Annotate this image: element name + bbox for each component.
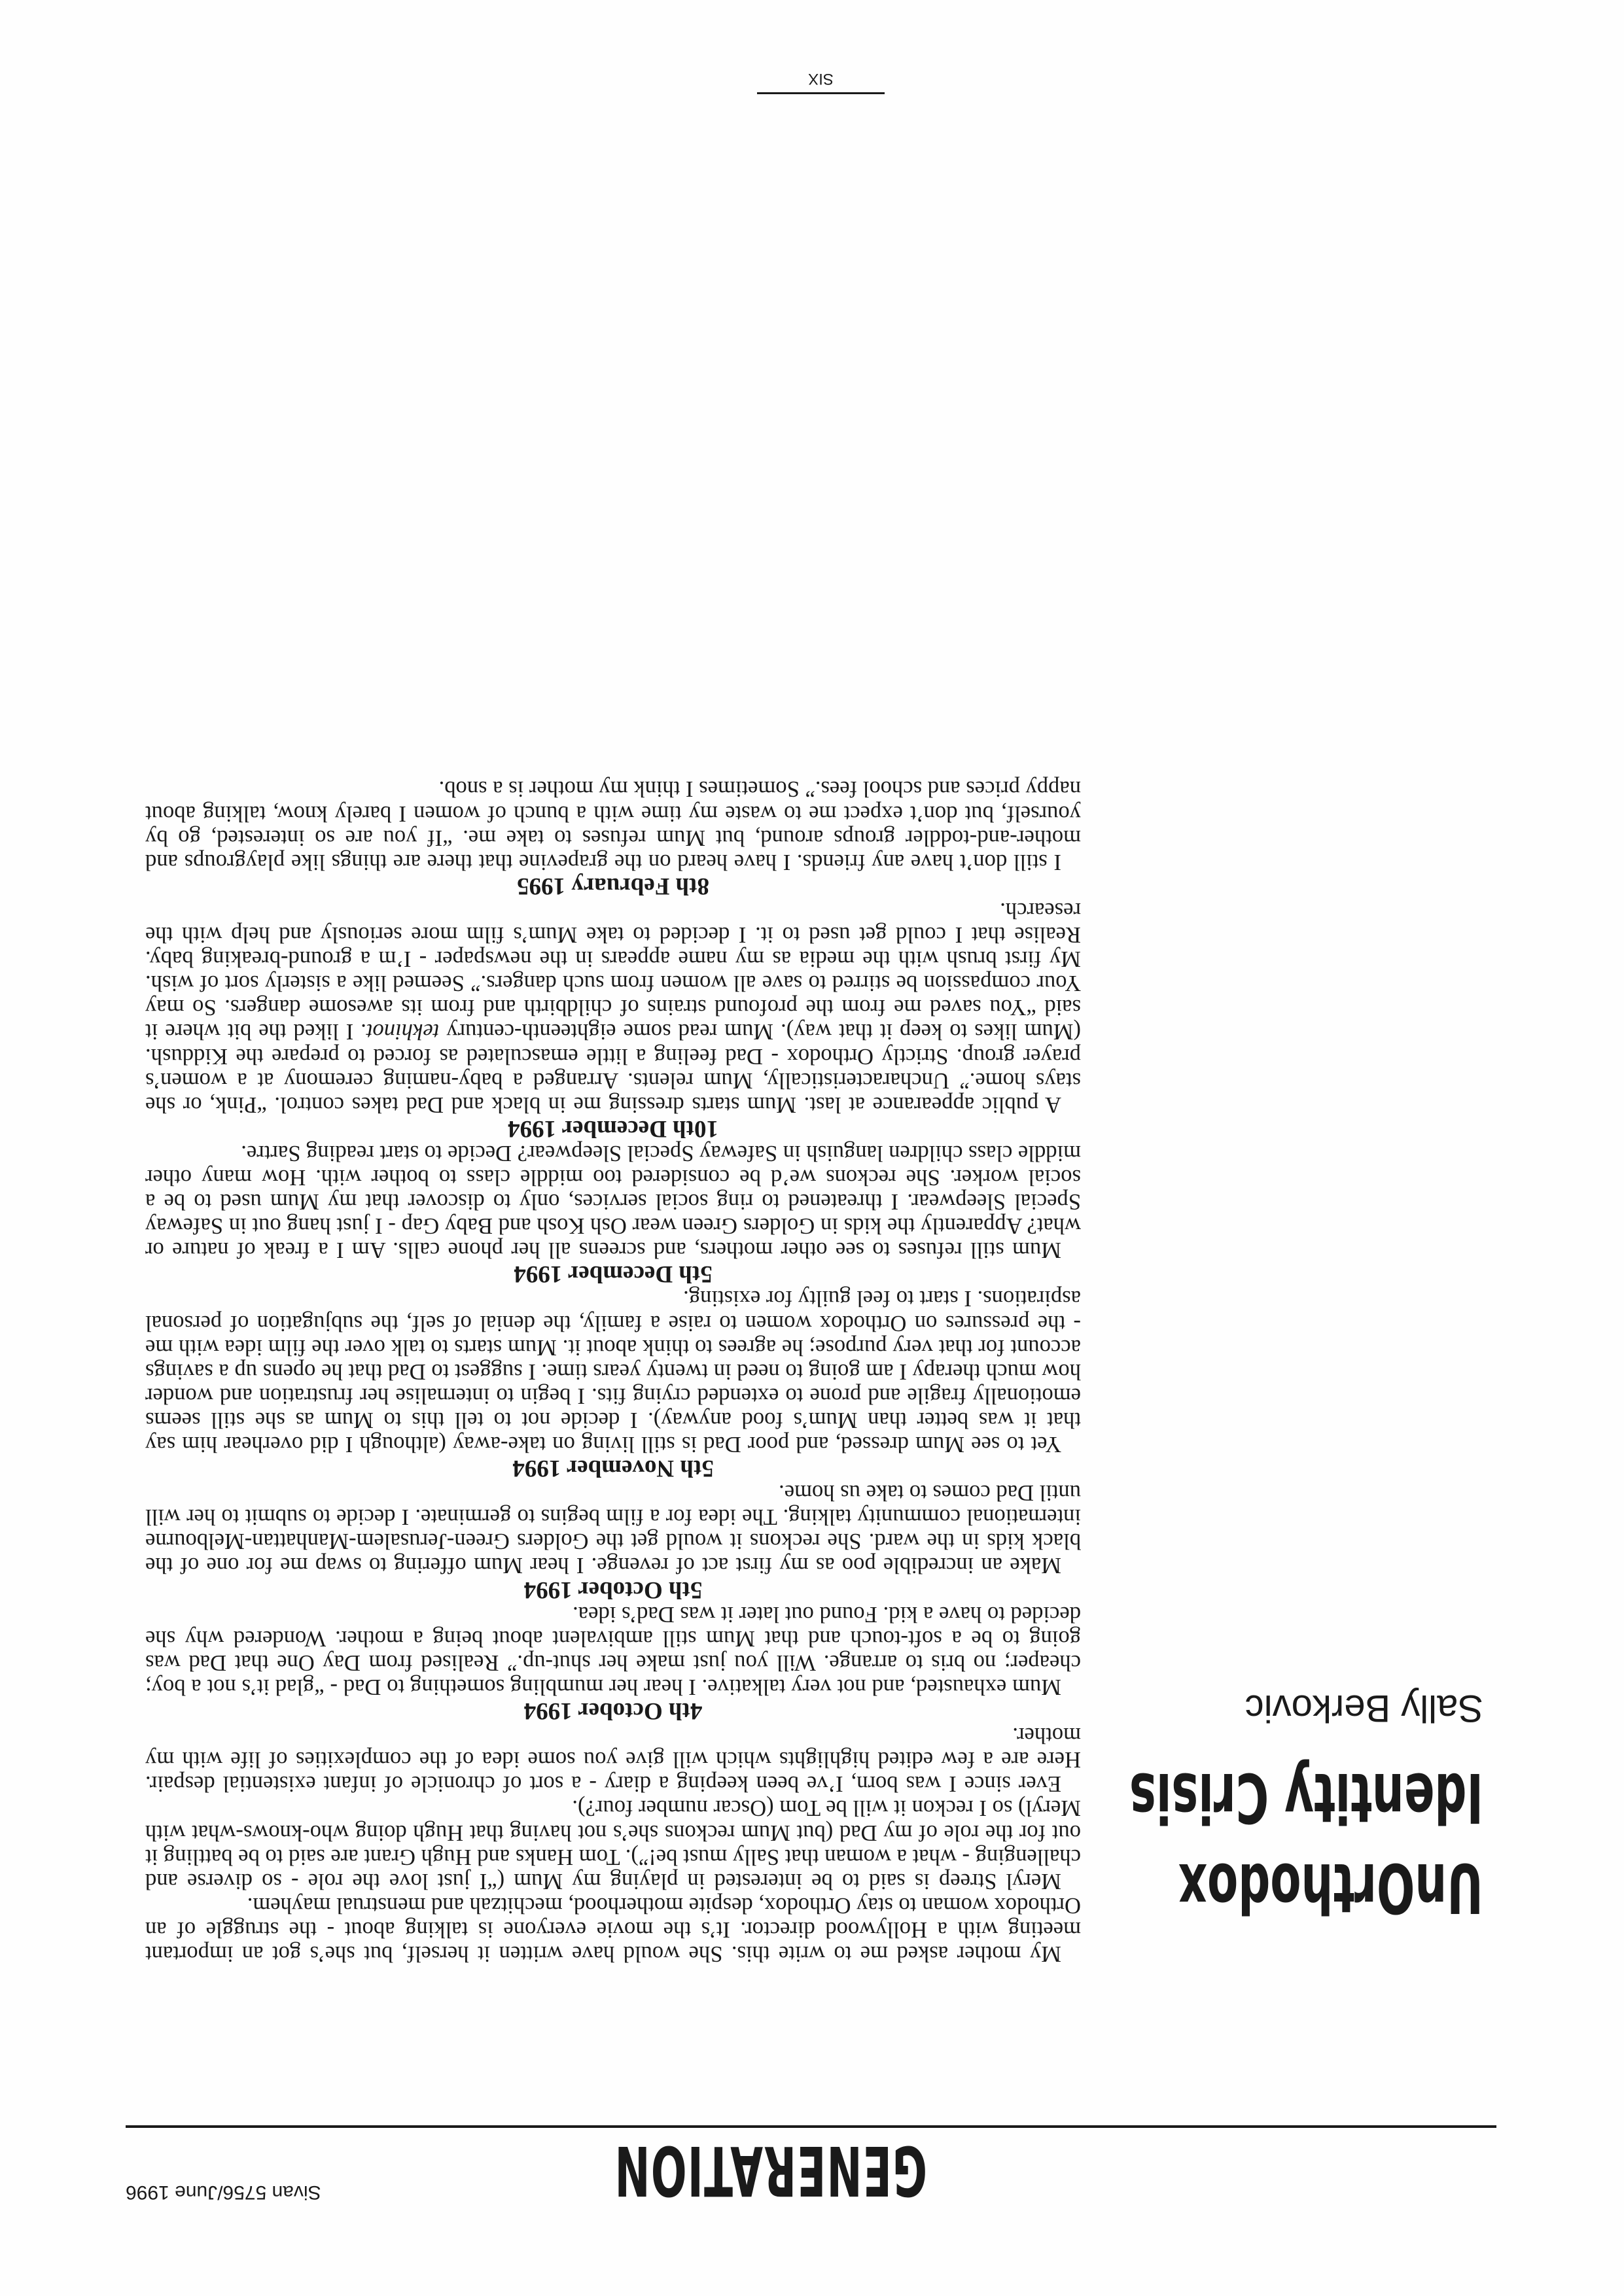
diary-entry-text: Make an incredible poo as my first act of revenge. I hear Mum offering to swap me for one of the black kids in the ward. She reckons it would get the Golders Green-Jerusalem-Manhattan-Melbourne international community talking. The idea for a film begins to germinate. I decide to submit to her will until Dad comes to take us home. — [145, 1480, 1081, 1578]
title-line-2: Identity Crisis — [1129, 1758, 1483, 1837]
diary-entry-date: 5th November 1994 — [512, 1455, 714, 1482]
italic-term: tekhinot — [366, 1019, 440, 1045]
diary-entry-date: 5th October 1994 — [523, 1576, 703, 1603]
page-number: SIX — [808, 70, 834, 88]
intro-paragraph-3: Ever since I was born, I’ve been keeping a diary - a sort of chronicle of infant existential despair. Here are a few edited highlights which will give you some idea of the complexities of life with my mother. — [145, 1723, 1081, 1797]
diary-entry-date: 5th December 1994 — [514, 1261, 713, 1288]
diary-entry-date: 10th December 1994 — [508, 1115, 718, 1142]
diary-entry-text: Yet to see Mum dressed, and poor Dad is still living on take-away (although I did overhear him say that it was better than Mum’s food anyway). I decide not to tell this to Mum as she still seems emotionally fragile and prone to extended crying fits. I begin to internalise her frustration and wonder how much therapy I am going to need in twenty years time. I suggest to Dad that he opens up a savings account for that very purpose; he agrees to think about it. Mum starts to talk over the film idea with me - the pressures on Orthodox women to raise a family, the denial of self, the subjugation of personal aspirations. I start to feel guilty for existing. — [145, 1286, 1081, 1457]
diary-entry-date: 4th October 1994 — [523, 1697, 703, 1725]
diary-entry-text: A public appearance at last. Mum starts dressing me in black and Dad takes control. “Pink, or she stays home.” Uncharacteristically, Mum relents. Arranged a baby-naming ceremony at a women’s prayer group. Strictly Orthodox - Dad feeling a little emasculated as forced to prepare the Kiddush. (Mum likes to keep it that way). Mum read some eighteenth-century tekhinot. I liked the bit where it said “You saved me from the profound strains of childbirth and from its awesome dangers. So may Your compassion be stirred to save all women from such dangers.” Seemed like a sisterly sort of wish. My first brush with the media as my name appears in the newspaper - I’m a ground-breaking baby. Realise that I could get used to it. I decided to take Mum’s film more seriously and help with the research. — [145, 897, 1081, 1117]
diary-entry-text: Mum still refuses to see other mothers, and screens all her phone calls. Am I a freak of nature or what? Apparently the kids in Golders Green wear Osh Kosh and Baby Gap - I just hang out in Safeway Special Sleepwear. I threatened to ring social services, only to discover that my Mum used to be a social worker. She reckons we’d be considered too middle class to bother with. How many other middle class children languish in Safeway Special Sleepwear? Decide to start reading Sartre. — [145, 1140, 1081, 1263]
diary-entry-text: Mum exhausted, and not very talkative. I hear her mumbling something to Dad - “glad it’s not a boy; cheaper; no bris to arrange. Will you just make her shut-up.” Realised from Day One that Dad was going to be a soft-touch and that Mum still ambivalent about being a mother. Wondered why she decided to have a kid. Found out later it was Dad’s idea. — [145, 1601, 1081, 1699]
masthead-logo: GENERATION — [614, 2131, 927, 2210]
issue-date: Sivan 5756/June 1996 — [126, 2182, 321, 2203]
diary-entry-text: I still don’t have any friends. I have heard on the grapevine that there are things like playgroups and mother-and-toddler groups around, but Mum refuses to take me. “If you are so interested, go by yourself, but don’t expect me to waste my time with a bunch of women I barely know, talking about nappy prices and school fees.” Sometimes I think my mother is a snob. — [145, 776, 1081, 875]
header-rule — [126, 2125, 1496, 2128]
title-line-1: UnOrthodox — [1178, 1848, 1483, 1928]
author-byline: Sally Berkovic — [1244, 1687, 1483, 1730]
article-title — [1129, 1752, 1483, 1933]
diary-entry-date: 8th February 1995 — [517, 872, 709, 899]
article-body — [145, 776, 1081, 1966]
intro-paragraph-2: Meryl Streep is said to be interested in playing my Mum (“I just love the role - so diverse and challenging - what a woman that Sally must be!”). Tom Hanks and Hugh Grant are said to be battling it out for the role of my Dad (but Mum reckons she’s not having that Hugh doing who-knows-what with Meryl) so I reckon it will be Tom (Oscar number four?). — [145, 1796, 1081, 1894]
footer-rule — [757, 92, 885, 94]
intro-paragraph-1: My mother asked me to write this. She would have written it herself, but she’s got an important meeting with a Hollywood director. It’s the movie everyone is talking about - the struggle of an Orthodox woman to stay Orthodox, despite motherhood, mechitzah and menstrual mayhem. — [145, 1892, 1081, 1966]
